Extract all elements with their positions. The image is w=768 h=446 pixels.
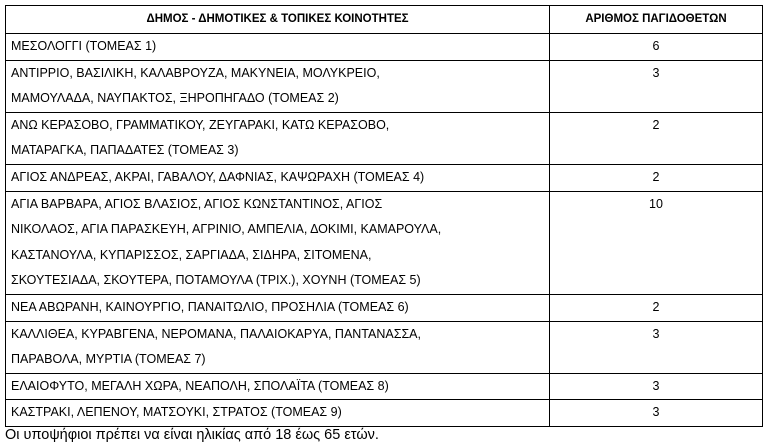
table-row	[6, 164, 763, 191]
trapper-count-cell: 3	[550, 60, 763, 112]
region-text: ΜΑΜΟΥΛΑΔΑ, ΝΑΥΠΑΚΤΟΣ, ΞΗΡΟΠΗΓΑΔΟ (ΤΟΜΕΑΣ 2)	[11, 91, 339, 106]
table-row	[6, 191, 763, 294]
region-text: ΠΑΡΑΒΟΛΑ, ΜΥΡΤΙΑ (ΤΟΜΕΑΣ 7)	[11, 352, 206, 367]
region-cell	[6, 400, 550, 427]
region-cell	[6, 164, 550, 191]
trappers-table	[5, 5, 763, 427]
table-header-row	[6, 6, 763, 34]
header-count: ΑΡΙΘΜΟΣ ΠΑΓΙΔΟΘΕΤΩΝ	[550, 6, 763, 34]
region-cell	[6, 34, 550, 61]
age-requirement-note: Οι υποψήφιοι πρέπει να είναι ηλικίας από 18 έως 65 ετών.	[5, 427, 379, 443]
region-text: ΝΙΚΟΛΑΟΣ, ΑΓΙΑ ΠΑΡΑΣΚΕΥΗ, ΑΓΡΙΝΙΟ, ΑΜΠΕΛΙΑ, ΔΟΚΙΜΙ, ΚΑΜΑΡΟΥΛΑ,	[11, 222, 442, 237]
region-text: ΚΑΛΛΙΘΕΑ, ΚΥΡΑΒΓΕΝΑ, ΝΕΡΟΜΑΝΑ, ΠΑΛΑΙΟΚΑΡΥΑ, ΠΑΝΤΑΝΑΣΣΑ,	[11, 326, 421, 341]
region-cell	[6, 321, 550, 373]
region-cell	[6, 294, 550, 321]
trapper-count-cell: 6	[550, 34, 763, 61]
region-cell	[6, 60, 550, 112]
region-text: ΜΑΤΑΡΑΓΚΑ, ΠΑΠΑΔΑΤΕΣ (ΤΟΜΕΑΣ 3)	[11, 143, 239, 158]
table-row	[6, 112, 763, 164]
region-text: ΚΑΣΤΑΝΟΥΛΑ, ΚΥΠΑΡΙΣΣΟΣ, ΣΑΡΓΙΑΔΑ, ΣΙΔΗΡΑ, ΣΙΤΟΜΕΝΑ,	[11, 247, 372, 262]
table-row	[6, 60, 763, 112]
trapper-count-cell: 3	[550, 400, 763, 427]
region-cell	[6, 373, 550, 400]
region-text: ΑΝΩ ΚΕΡΑΣΟΒΟ, ΓΡΑΜΜΑΤΙΚΟΥ, ΖΕΥΓΑΡΑΚΙ, ΚΑΤΩ ΚΕΡΑΣΟΒΟ,	[11, 117, 390, 132]
region-text: ΝΕΑ ΑΒΩΡΑΝΗ, ΚΑΙΝΟΥΡΓΙΟ, ΠΑΝΑΙΤΩΛΙΟ, ΠΡΟΣΗΛΙΑ (ΤΟΜΕΑΣ 6)	[11, 299, 409, 314]
region-text: ΑΓΙΑ ΒΑΡΒΑΡΑ, ΑΓΙΟΣ ΒΛΑΣΙΟΣ, ΑΓΙΟΣ ΚΩΝΣΤΑΝΤΙΝΟΣ, ΑΓΙΟΣ	[11, 196, 383, 211]
table-row	[6, 400, 763, 427]
region-cell	[6, 112, 550, 164]
region-cell	[6, 191, 550, 294]
table-row	[6, 321, 763, 373]
region-text: ΕΛΑΙΟΦΥΤΟ, ΜΕΓΑΛΗ ΧΩΡΑ, ΝΕΑΠΟΛΗ, ΣΠΟΛΑΪΤΑ (ΤΟΜΕΑΣ 8)	[11, 378, 389, 393]
table-row	[6, 294, 763, 321]
trapper-count-cell: 2	[550, 294, 763, 321]
region-text: ΣΚΟΥΤΕΣΙΑΔΑ, ΣΚΟΥΤΕΡΑ, ΠΟΤΑΜΟΥΛΑ (ΤΡΙΧ.), ΧΟΥΝΗ (ΤΟΜΕΑΣ 5)	[11, 273, 421, 288]
header-region: ΔΗΜΟΣ - ΔΗΜΟΤΙΚΕΣ & ΤΟΠΙΚΕΣ ΚΟΙΝΟΤΗΤΕΣ	[6, 6, 550, 34]
region-text: ΜΕΣΟΛΟΓΓΙ (ΤΟΜΕΑΣ 1)	[11, 39, 157, 53]
trapper-count-cell: 2	[550, 112, 763, 164]
region-text: ΚΑΣΤΡΑΚΙ, ΛΕΠΕΝΟΥ, ΜΑΤΣΟΥΚΙ, ΣΤΡΑΤΟΣ (ΤΟΜΕΑΣ 9)	[11, 405, 342, 420]
region-text: ΑΓΙΟΣ ΑΝΔΡΕΑΣ, ΑΚΡΑΙ, ΓΑΒΑΛΟΥ, ΔΑΦΝΙΑΣ, ΚΑΨΩΡΑΧΗ (ΤΟΜΕΑΣ 4)	[11, 169, 425, 184]
trapper-count-cell: 2	[550, 164, 763, 191]
region-text: ΑΝΤΙΡΡΙΟ, ΒΑΣΙΛΙΚΗ, ΚΑΛΑΒΡΟΥΖΑ, ΜΑΚΥΝΕΙΑ, ΜΟΛΥΚΡΕΙΟ,	[11, 65, 380, 80]
trapper-count-cell: 3	[550, 373, 763, 400]
trapper-count-cell: 3	[550, 321, 763, 373]
table-row	[6, 373, 763, 400]
trapper-count-cell: 10	[550, 191, 763, 294]
table-row	[6, 34, 763, 61]
